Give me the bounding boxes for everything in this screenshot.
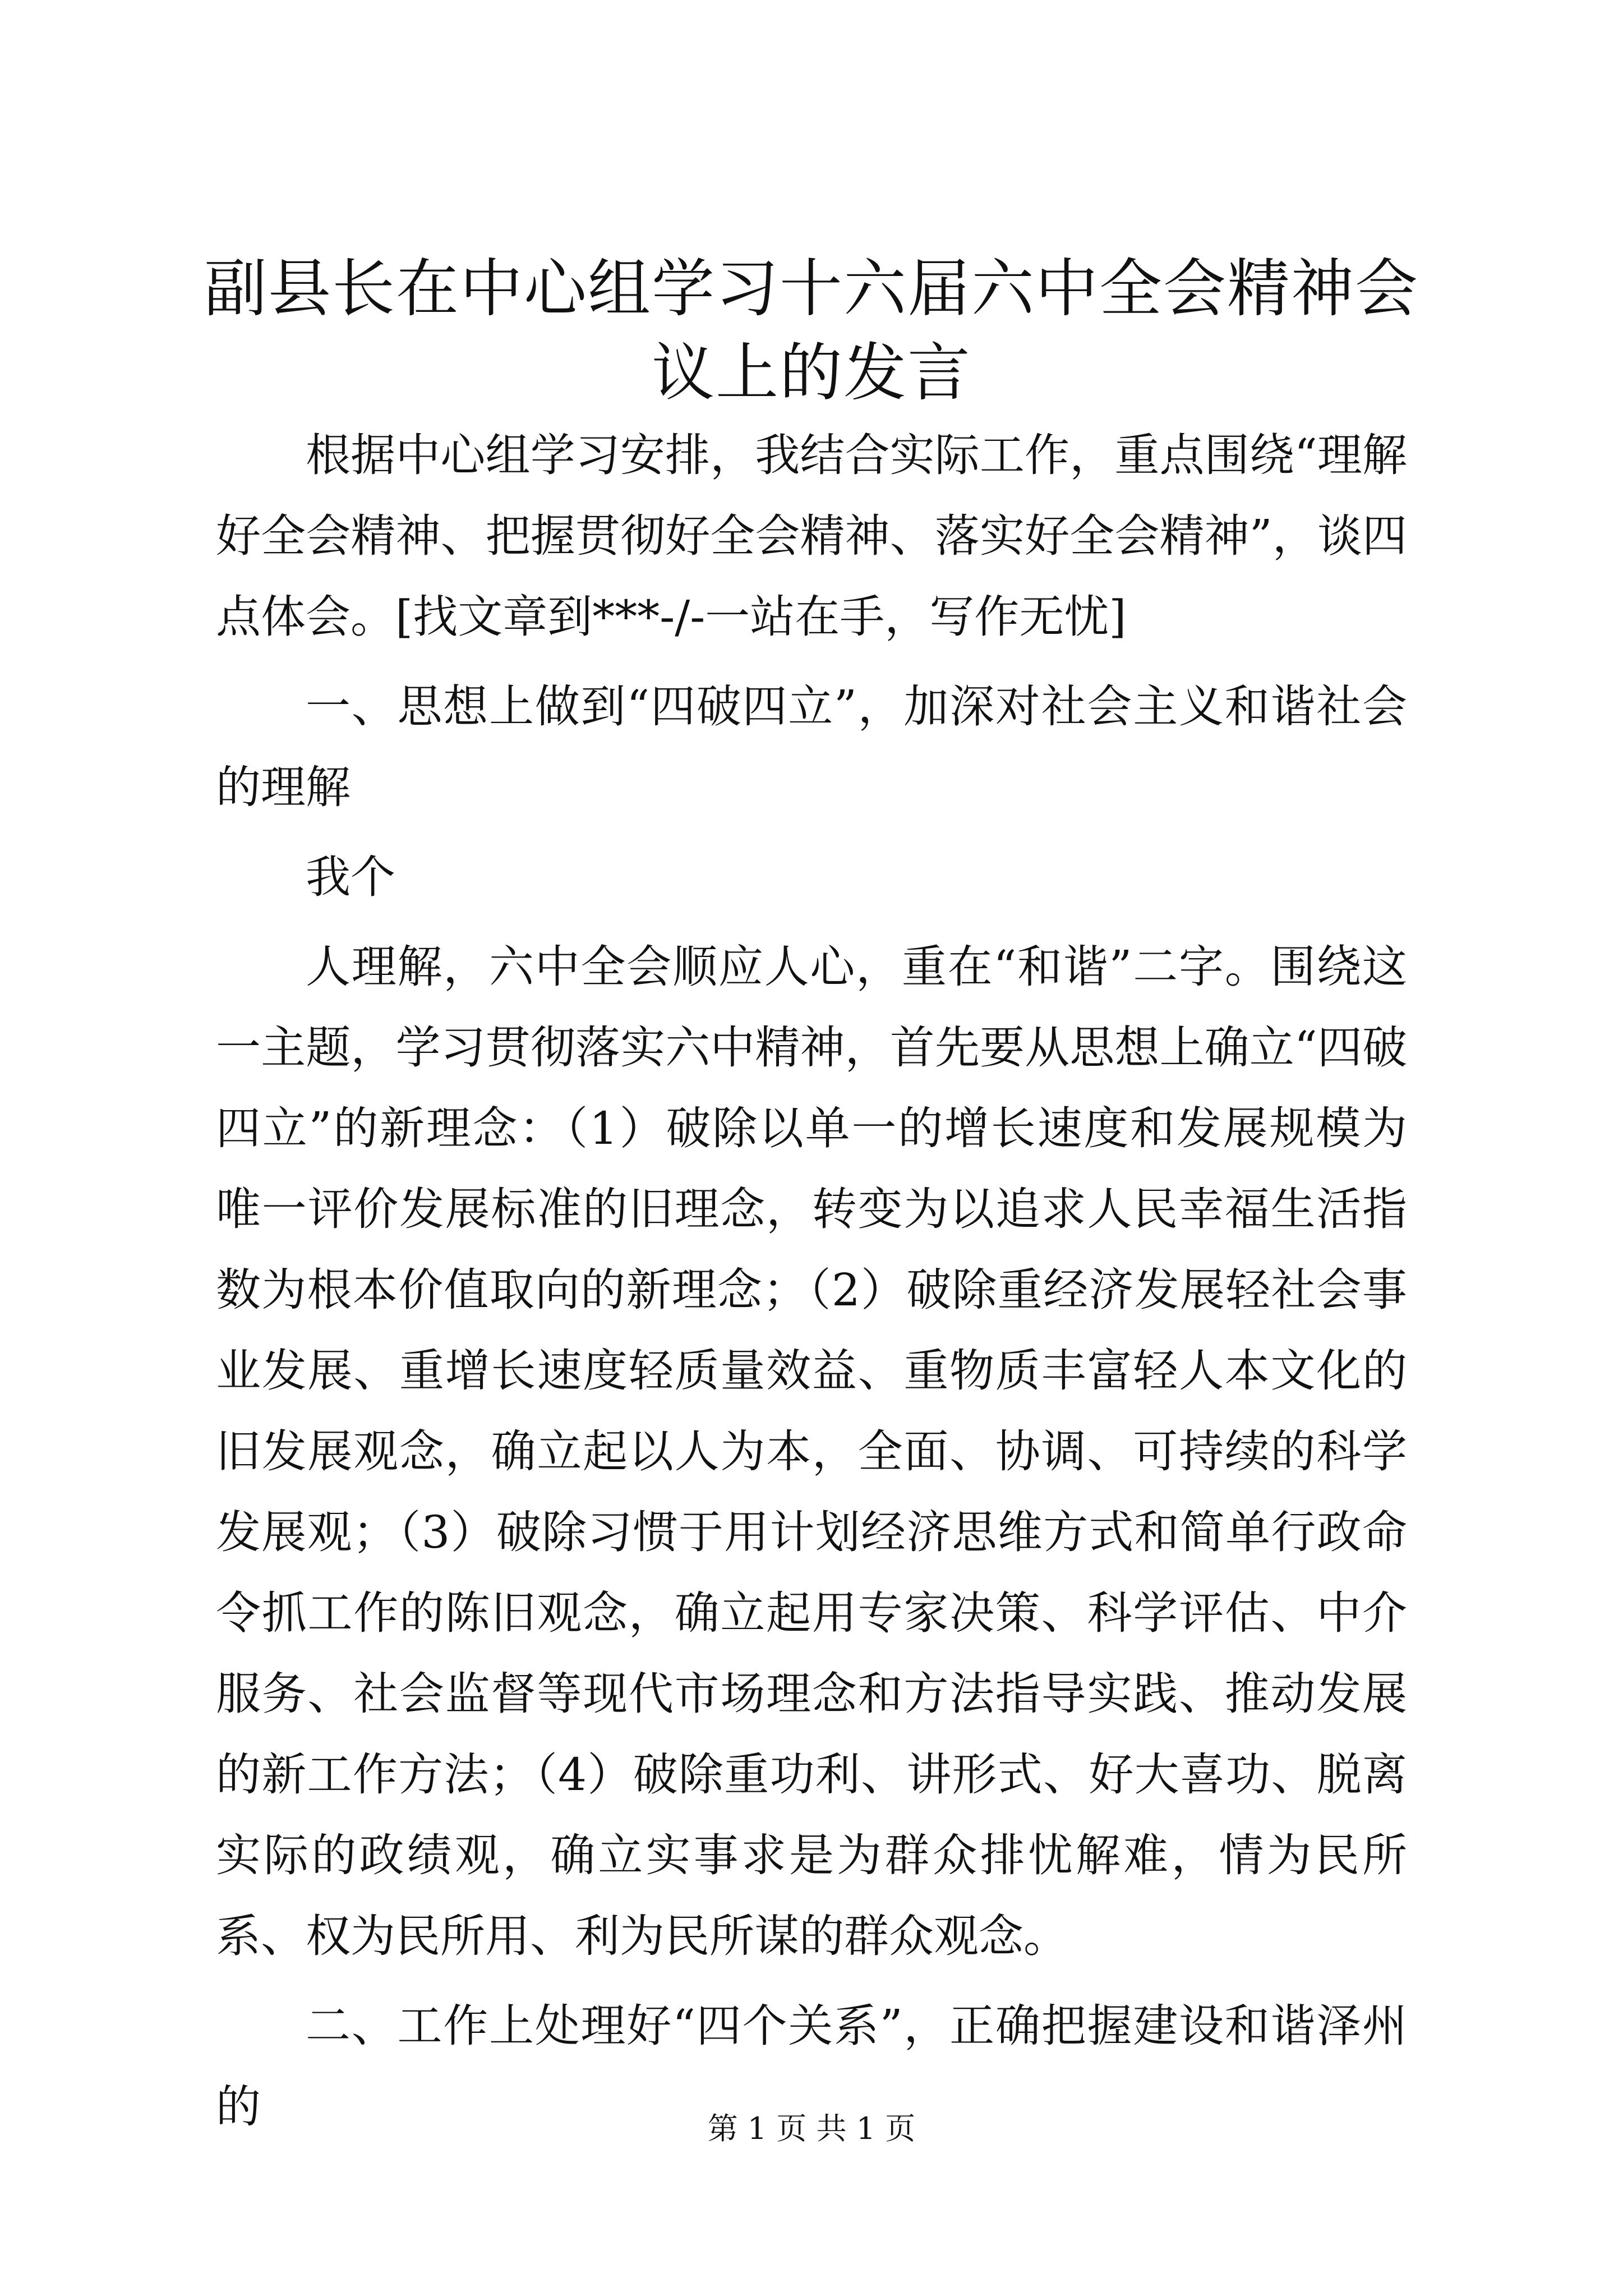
paragraph-fragment: 我个: [306, 851, 395, 903]
heading-section-two: 二、工作上处理好“四个关系”，正确把握建设和谐泽州的: [216, 2000, 1407, 2133]
paragraph-intro: 根据中心组学习安排，我结合实际工作，重点围绕“理解好全会精神、把握贯彻好全会精神、落实好全会精神”，谈四点体会。[找文章到***-/-一站在手，写作无忧]: [216, 429, 1407, 643]
heading-section-one: 一、思想上做到“四破四立”，加深对社会主义和谐社会的理解: [216, 680, 1407, 813]
page-footer: 第 1 页 共 1 页: [707, 2111, 916, 2146]
paragraph-four-breaks: 人理解，六中全会顺应人心，重在“和谐”二字。围绕这一主题，学习贯彻落实六中精神，首先要从思想上确立“四破四立”的新理念：（1）破除以单一的增长速度和发展规模为唯一评价发展标准的旧理念，转变为以追求人民幸福生活指数为根本价值取向的新理念；（2）破除重经济发展轻社会事业发展、重增长速度轻质量效益、重物质丰富轻人本文化的旧发展观念，确立起以人为本，全面、协调、可持续的科学发展观；（3）破除习惯于用计划经济思维方式和简单行政命令抓工作的陈旧观念，确立起用专家决策、科学评估、中介服务、社会监督等现代市场理念和方法指导实践、推动发展的新工作方法；（4）破除重功利、讲形式、好大喜功、脱离实际的政绩观，确立实事求是为群众排忧解难，情为民所系、权为民所用、利为民所谋的群众观念。: [216, 941, 1407, 1962]
document-body: [216, 415, 1407, 2156]
document-title: 副县长在中心组学习十六届六中全会精神会议上的发言: [204, 252, 1419, 409]
